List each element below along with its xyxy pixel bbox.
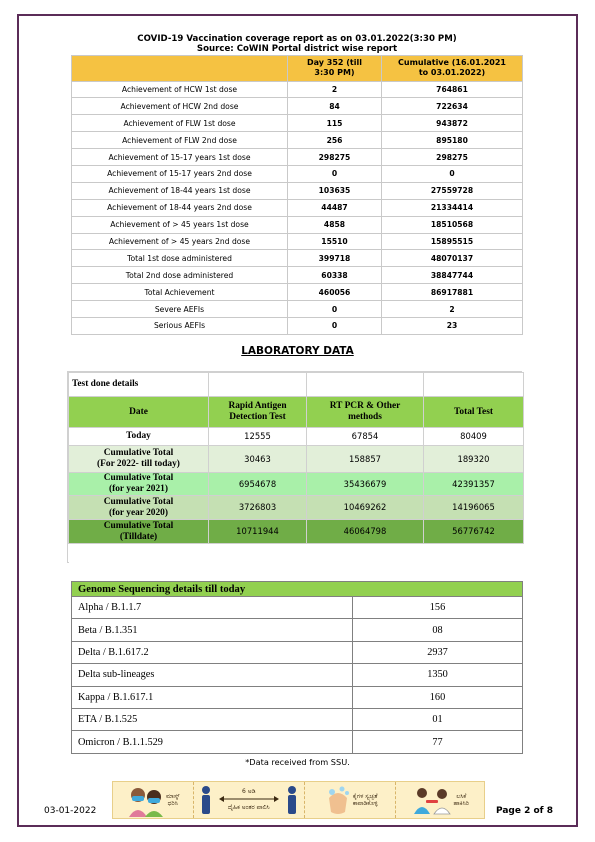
vaccination-row	[72, 132, 523, 149]
vaccination-cumulative-value: 23	[382, 317, 523, 334]
vaccination-row	[72, 233, 523, 250]
vaccination-day-value: 84	[288, 98, 382, 115]
lab-rtpcr-value: 35436679	[307, 473, 424, 496]
lab-rtpcr-value: 46064798	[307, 520, 424, 544]
genome-row	[72, 731, 523, 753]
vaccination-row	[72, 284, 523, 301]
lab-header-date: Date	[69, 397, 209, 428]
laboratory-heading: LABORATORY DATA	[241, 345, 354, 357]
vaccination-day-value: 115	[288, 115, 382, 132]
genome-heading: Genome Sequencing details till today	[72, 582, 523, 597]
ssu-note: *Data received from SSU.	[245, 757, 350, 767]
genome-count: 08	[353, 619, 523, 641]
lab-rat-value: 3726803	[209, 496, 307, 520]
vaccination-day-value: 0	[288, 301, 382, 318]
vaccination-label: Achievement of 18-44 years 1st dose	[72, 182, 288, 199]
genome-variant: Delta sub-lineages	[72, 664, 353, 686]
lab-total-value: 56776742	[424, 520, 524, 544]
lab-row-label: Cumulative Total (For 2022- till today)	[69, 446, 209, 473]
vaccination-icon	[412, 784, 454, 816]
lab-rat-value: 10711944	[209, 520, 307, 544]
vaccination-cumulative-value: 2	[382, 301, 523, 318]
lab-rat-value: 30463	[209, 446, 307, 473]
genome-variant: ETA / B.1.525	[72, 708, 353, 730]
vaccination-label: Achievement of FLW 1st dose	[72, 115, 288, 132]
genome-variant: Kappa / B.1.617.1	[72, 686, 353, 708]
genome-count: 2937	[353, 641, 523, 663]
vaccination-label: Achievement of 18-44 years 2nd dose	[72, 199, 288, 216]
lab-total-value: 14196065	[424, 496, 524, 520]
laboratory-row	[69, 428, 524, 446]
vaccination-label: Achievement of HCW 2nd dose	[72, 98, 288, 115]
vaccination-label: Achievement of HCW 1st dose	[72, 81, 288, 98]
banner-distance-panel: 6 ಅಡಿ ದೈಹಿಕ ಅಂತರ ಪಾಲಿಸಿ	[193, 782, 304, 818]
vaccination-header-row	[72, 55, 523, 81]
vaccination-cumulative-value: 764861	[382, 81, 523, 98]
vaccination-row	[72, 115, 523, 132]
vaccination-row	[72, 250, 523, 267]
vaccination-day-value: 399718	[288, 250, 382, 267]
header-cumulative: Cumulative (16.01.2021 to 03.01.2022)	[382, 55, 523, 81]
laboratory-header-row	[69, 397, 524, 428]
vaccination-day-value: 2	[288, 81, 382, 98]
vaccination-cumulative-value: 27559728	[382, 182, 523, 199]
vaccination-row	[72, 301, 523, 318]
vaccination-row	[72, 98, 523, 115]
vaccination-cumulative-value: 722634	[382, 98, 523, 115]
lab-row-label: Today	[69, 428, 209, 446]
vaccination-row	[72, 182, 523, 199]
lab-total-value: 42391357	[424, 473, 524, 496]
genome-count: 01	[353, 708, 523, 730]
genome-variant: Omicron / B.1.1.529	[72, 731, 353, 753]
lab-header-rat: Rapid Antigen Detection Test	[209, 397, 307, 428]
lab-header-total: Total Test	[424, 397, 524, 428]
header-day: Day 352 (till 3:30 PM)	[288, 55, 382, 81]
vaccination-cumulative-value: 18510568	[382, 216, 523, 233]
genome-count: 160	[353, 686, 523, 708]
lab-total-value: 80409	[424, 428, 524, 446]
vaccination-label: Achievement of FLW 2nd dose	[72, 132, 288, 149]
covid-guidelines-banner	[112, 781, 485, 819]
genome-count: 1350	[353, 664, 523, 686]
vaccination-row	[72, 81, 523, 98]
vaccination-row	[72, 199, 523, 216]
vaccination-cumulative-value: 38847744	[382, 267, 523, 284]
vaccination-cumulative-value: 298275	[382, 149, 523, 166]
laboratory-table-box	[67, 371, 522, 563]
lab-rtpcr-value: 67854	[307, 428, 424, 446]
vaccination-source: Source: CoWIN Portal district wise report	[196, 43, 398, 54]
genome-table	[71, 581, 523, 754]
vaccination-label: Total 2nd dose administered	[72, 267, 288, 284]
vaccination-cumulative-value: 48070137	[382, 250, 523, 267]
lab-rat-value: 12555	[209, 428, 307, 446]
lab-row-label: Cumulative Total (Tilldate)	[69, 520, 209, 544]
laboratory-row	[69, 473, 524, 496]
footer-date: 03-01-2022	[44, 806, 97, 816]
genome-row	[72, 686, 523, 708]
vaccination-title-row	[72, 33, 523, 55]
vaccination-row	[72, 165, 523, 182]
vaccination-label: Severe AEFIs	[72, 301, 288, 318]
vaccination-day-value: 103635	[288, 182, 382, 199]
header-blank-cell	[72, 55, 288, 81]
vaccination-row	[72, 267, 523, 284]
vaccination-label: Total 1st dose administered	[72, 250, 288, 267]
vaccination-day-value: 460056	[288, 284, 382, 301]
vaccination-label: Achievement of 15-17 years 1st dose	[72, 149, 288, 166]
vaccination-row	[72, 317, 523, 334]
vaccination-label: Achievement of > 45 years 2nd dose	[72, 233, 288, 250]
vaccination-day-value: 4858	[288, 216, 382, 233]
genome-row	[72, 597, 523, 619]
laboratory-empty-row	[69, 544, 524, 563]
lab-rat-value: 6954678	[209, 473, 307, 496]
distance-arrow-icon	[219, 796, 279, 802]
genome-header-row	[72, 582, 523, 597]
vaccination-label: Achievement of > 45 years 1st dose	[72, 216, 288, 233]
laboratory-caption: Test done details	[69, 373, 209, 397]
person-icon	[285, 785, 299, 815]
genome-variant: Delta / B.1.617.2	[72, 641, 353, 663]
masked-people-icon	[126, 783, 166, 817]
vaccination-day-value: 256	[288, 132, 382, 149]
page-number: Page 2 of 8	[496, 806, 553, 816]
lab-rtpcr-value: 158857	[307, 446, 424, 473]
genome-variant: Alpha / B.1.1.7	[72, 597, 353, 619]
genome-count: 77	[353, 731, 523, 753]
vaccination-label: Serious AEFIs	[72, 317, 288, 334]
genome-variant: Beta / B.1.351	[72, 619, 353, 641]
vaccination-day-value: 0	[288, 317, 382, 334]
genome-row	[72, 664, 523, 686]
vaccination-day-value: 298275	[288, 149, 382, 166]
vaccination-cumulative-value: 21334414	[382, 199, 523, 216]
vaccination-cumulative-value: 0	[382, 165, 523, 182]
vaccination-cumulative-value: 86917881	[382, 284, 523, 301]
vaccination-cumulative-value: 895180	[382, 132, 523, 149]
banner-handwash-panel: ಕೈಗಳ ಸ್ವಚ್ಛತೆ ಕಾಪಾಡಿಕೊಳ್ಳಿ	[304, 782, 396, 818]
lab-rtpcr-value: 10469262	[307, 496, 424, 520]
genome-row	[72, 619, 523, 641]
vaccination-day-value: 60338	[288, 267, 382, 284]
vaccination-cumulative-value: 15895515	[382, 233, 523, 250]
laboratory-caption-row	[69, 373, 524, 397]
genome-count: 156	[353, 597, 523, 619]
vaccination-cumulative-value: 943872	[382, 115, 523, 132]
laboratory-row	[69, 496, 524, 520]
vaccination-label: Achievement of 15-17 years 2nd dose	[72, 165, 288, 182]
banner-mask-panel: ಮಾಸ್ಕ್ ಧರಿಸಿ	[113, 782, 193, 818]
vaccination-label: Total Achievement	[72, 284, 288, 301]
genome-row	[72, 708, 523, 730]
person-icon	[199, 785, 213, 815]
vaccination-day-value: 44487	[288, 199, 382, 216]
vaccination-title: COVID-19 Vaccination coverage report as on 03.01.2022(3:30 PM)	[137, 33, 457, 44]
banner-vaccine-panel: ಲಸಿಕೆ ಹಾಕಿಸಿರಿ	[395, 782, 484, 818]
laboratory-table	[68, 372, 524, 563]
vaccination-day-value: 0	[288, 165, 382, 182]
lab-row-label: Cumulative Total (for year 2020)	[69, 496, 209, 520]
vaccination-row	[72, 216, 523, 233]
laboratory-row	[69, 446, 524, 473]
vaccination-day-value: 15510	[288, 233, 382, 250]
vaccination-row	[72, 149, 523, 166]
vaccination-table	[71, 33, 523, 335]
genome-row	[72, 641, 523, 663]
laboratory-row	[69, 520, 524, 544]
lab-total-value: 189320	[424, 446, 524, 473]
handwash-icon	[323, 784, 353, 816]
lab-header-rtpcr: RT PCR & Other methods	[307, 397, 424, 428]
lab-row-label: Cumulative Total (for year 2021)	[69, 473, 209, 496]
